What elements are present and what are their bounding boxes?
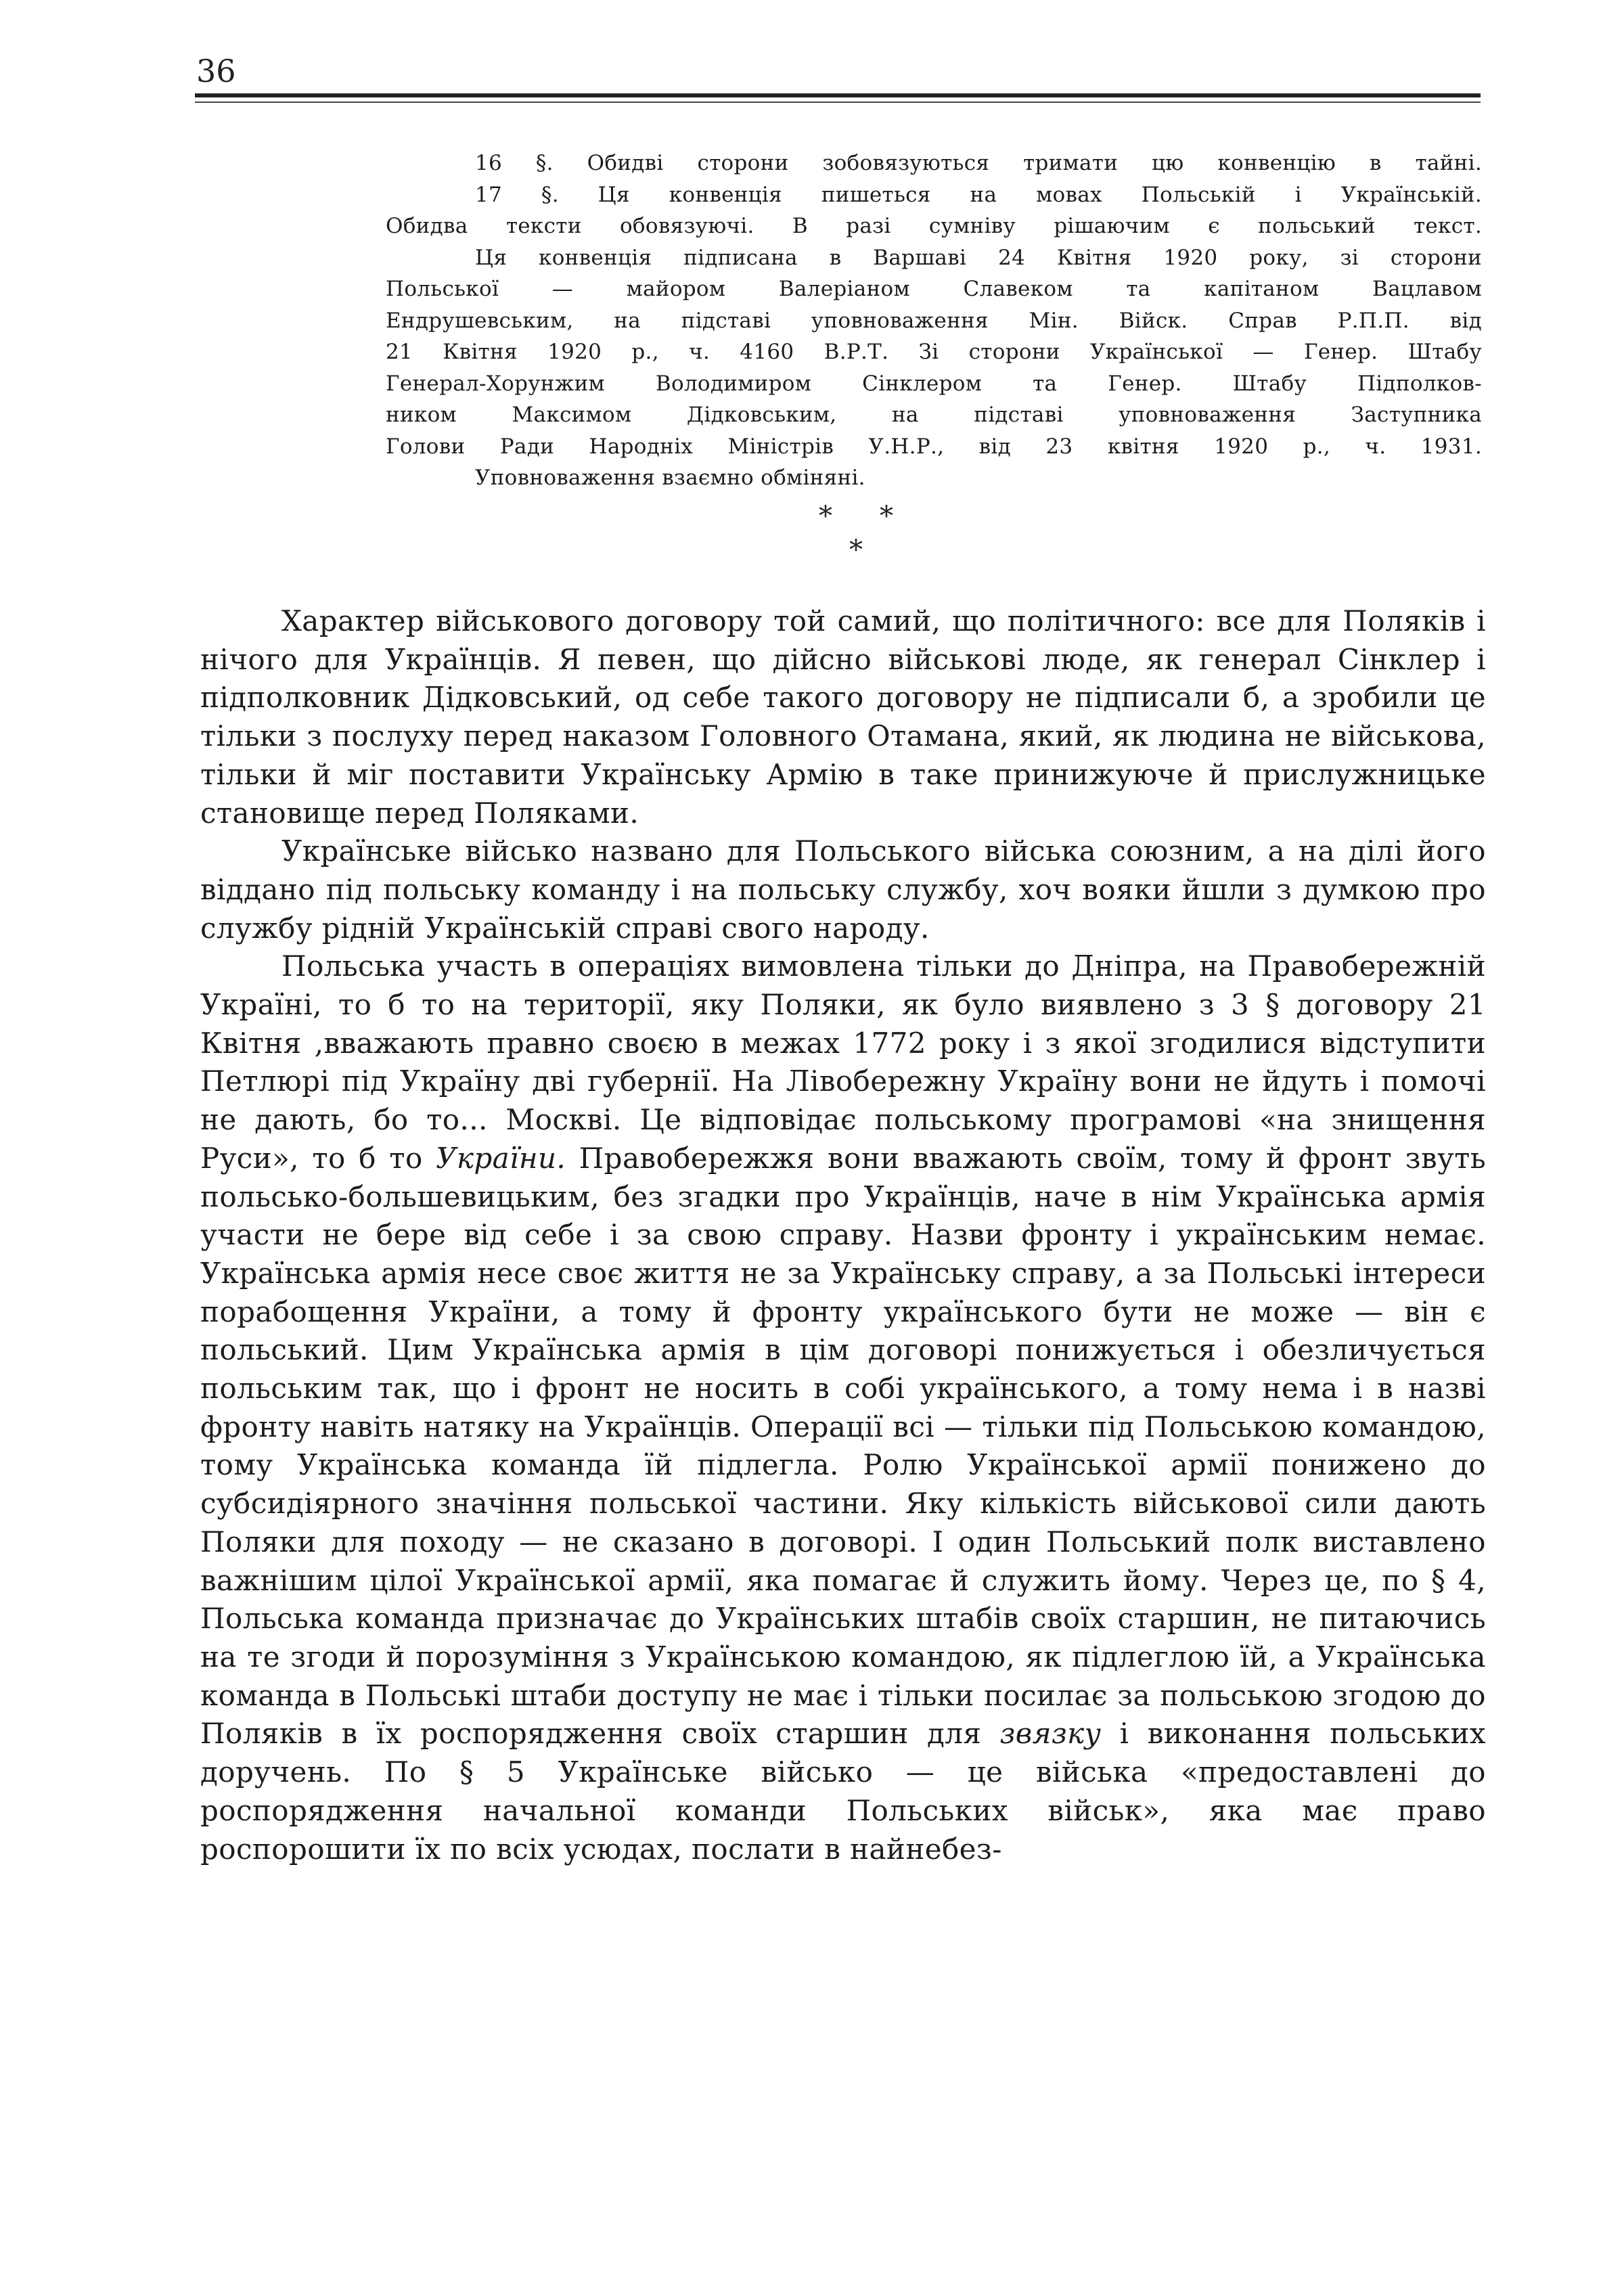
- separator-star: *: [819, 501, 832, 532]
- treaty-line: Ця конвенція підписана в Варшаві 24 Квітня 1920 року, зі сторони: [475, 245, 1482, 270]
- section-separator: [819, 501, 927, 575]
- treaty-excerpt: [386, 148, 1482, 494]
- emphasis-text: України.: [436, 1141, 566, 1175]
- header-rule-thin: [195, 102, 1481, 103]
- treaty-line: 16 §. Обидві сторони зобовязуються тримати цю конвенцію в тайні.: [475, 151, 1482, 175]
- paragraph: [200, 947, 1486, 1868]
- paragraph: Характер військового договору той самий, що політичного: все для Поляків і нічого для Українців. Я певен, що дійсно військові люде, як генерал Сінклер і підполковник Дідковський, од себе такого договору не підписали б, а зробили це тільки з послуху перед наказом Головного Отамана, який, як людина не військова, тільки й міг поставити Українську Армію в таке принижуюче й прислужницьке становище перед Поляками.: [200, 604, 1486, 830]
- treaty-line: Уповноваження взаємно обміняні.: [475, 466, 865, 490]
- header-rule: [195, 93, 1481, 97]
- treaty-line: Генерал-Хорунжим Володимиром Сінклером та Генер. Штабу Підполков-: [386, 371, 1482, 396]
- treaty-line: ником Максимом Дідковським, на підставі уповноваження Заступника: [386, 403, 1482, 427]
- treaty-line: Польської — майором Валеріаном Славеком та капітаном Вацлавом: [386, 277, 1482, 301]
- treaty-line: Голови Ради Народніх Міністрів У.Н.Р., від 23 квітня 1920 р., ч. 1931.: [386, 434, 1482, 459]
- paragraph-text: Правобережжя вони вважають своїм, тому й фронт звуть польсько-большевицьким, без згадки про Українців, наче в нім Українська армія участи не бере від себе і за свою справу. Назви фронту і українським немає. Українська армія несе своє життя не за Українську справу, а за Польські інтереси порабощення України, а тому й фронту українського бути не може — він є польський. Цим Українська армія в цім договорі понижується і обезличується польським так, що і фронт не носить в собі українського, а тому нема і в назві фронту навіть натяку на Українців. Операції всі — тільки під Польською командою, тому Українська команда їй підлегла. Ролю Української армії понижено до субсидіярного значіння польської частини. Яку кількість військової сили дають Поляки для походу — не сказано в договорі. І один Польський полк виставлено важнішим цілої Української армії, яка помагає й служить йому. Через це, по § 4, Польська команда призначає до Українських штабів своїх старшин, не питаючись на те згоди й порозуміння з Українською командою, як підлеглою їй, а Українська команда в Польські штаби доступу не має і тільки посилає за польською згодою до Поляків в їх роспорядження своїх старшин для: [200, 1141, 1486, 1751]
- emphasis-text: звязку: [999, 1717, 1102, 1751]
- treaty-line: 17 §. Ця конвенція пишеться на мовах Польській і Українській.: [475, 182, 1482, 207]
- paragraph: Українське військо названо для Польського війська союзним, а на ділі його віддано під польську команду і на польську службу, хоч вояки йшли з думкою про службу рідній Українській справі свого народу.: [200, 834, 1486, 945]
- treaty-line: Обидва тексти обовязуючі. В разі сумніву рішаючим є польський текст.: [386, 214, 1482, 238]
- page-number: 36: [196, 53, 236, 89]
- separator-star: *: [880, 501, 893, 532]
- treaty-line: 21 Квітня 1920 р., ч. 4160 В.Р.Т. Зі сторони Української — Генер. Штабу: [386, 340, 1482, 364]
- treaty-line: Ендрушевським, на підставі уповноваження Мін. Війск. Справ Р.П.П. від: [386, 308, 1482, 333]
- paragraph-text: Польська участь в операціях вимовлена тільки до Дніпра, на Правобережній Україні, то б то на території, яку Поляки, як було виявлено з 3 § договору 21 Квітня ,вважають правно своєю в межах 1772 року і з якої згодилися відступити Петлюрі під Україну дві губернії. На Лівобережну Україну вони не йдуть і помочі не дають, бо то... Москві. Це відповідає польському програмові «на знищення Руси», то б то: [200, 949, 1486, 1175]
- paragraph-text: і виконання польських доручень. По § 5 Українське військо — це війська «предоставлені до роспорядження начальної команди Польських військ», яка має право роспорошити їх по всіх усюдах, послати в найнебез-: [200, 1717, 1486, 1866]
- commentary-text: [200, 602, 1486, 1868]
- separator-star: *: [849, 535, 863, 566]
